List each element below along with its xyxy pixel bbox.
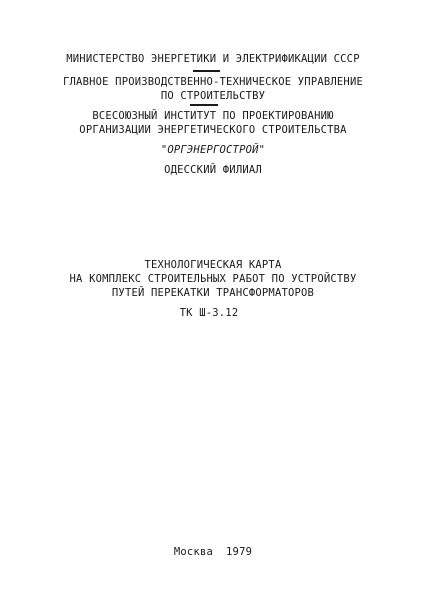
directorate-name-line-2: ПО СТРОИТЕЛЬСТВУ (160, 90, 266, 102)
separator-rule-2 (190, 104, 218, 106)
ministry-name: МИНИСТЕРСТВО ЭНЕРГЕТИКИ И ЭЛЕКТРИФИКАЦИИ СССР (66, 53, 360, 65)
separator-rule-1 (193, 70, 220, 72)
document-code: ТК Ш-3.12 (179, 307, 239, 319)
document-title-line-1: ТЕХНОЛОГИЧЕСКАЯ КАРТА (144, 259, 282, 271)
organization-name: "ОРГЭНЕРГОСТРОЙ" (160, 144, 266, 156)
document-title-line-2: НА КОМПЛЕКС СТРОИТЕЛЬНЫХ РАБОТ ПО УСТРОЙСТВУ (69, 273, 357, 285)
institute-name-line-1: ВСЕСОЮЗНЫЙ ИНСТИТУТ ПО ПРОЕКТИРОВАНИЮ (92, 110, 334, 122)
document-title-line-3: ПУТЕЙ ПЕРЕКАТКИ ТРАНСФОРМАТОРОВ (111, 287, 315, 299)
institute-name-line-2: ОРГАНИЗАЦИИ ЭНЕРГЕТИЧЕСКОГО СТРОИТЕЛЬСТВА (79, 124, 347, 136)
branch-name: ОДЕССКИЙ ФИЛИАЛ (164, 164, 262, 176)
directorate-name-line-1: ГЛАВНОЕ ПРОИЗВОДСТВЕННО-ТЕХНИЧЕСКОЕ УПРАВЛЕНИЕ (63, 76, 363, 88)
place-and-year: Москва 1979 (173, 546, 253, 558)
